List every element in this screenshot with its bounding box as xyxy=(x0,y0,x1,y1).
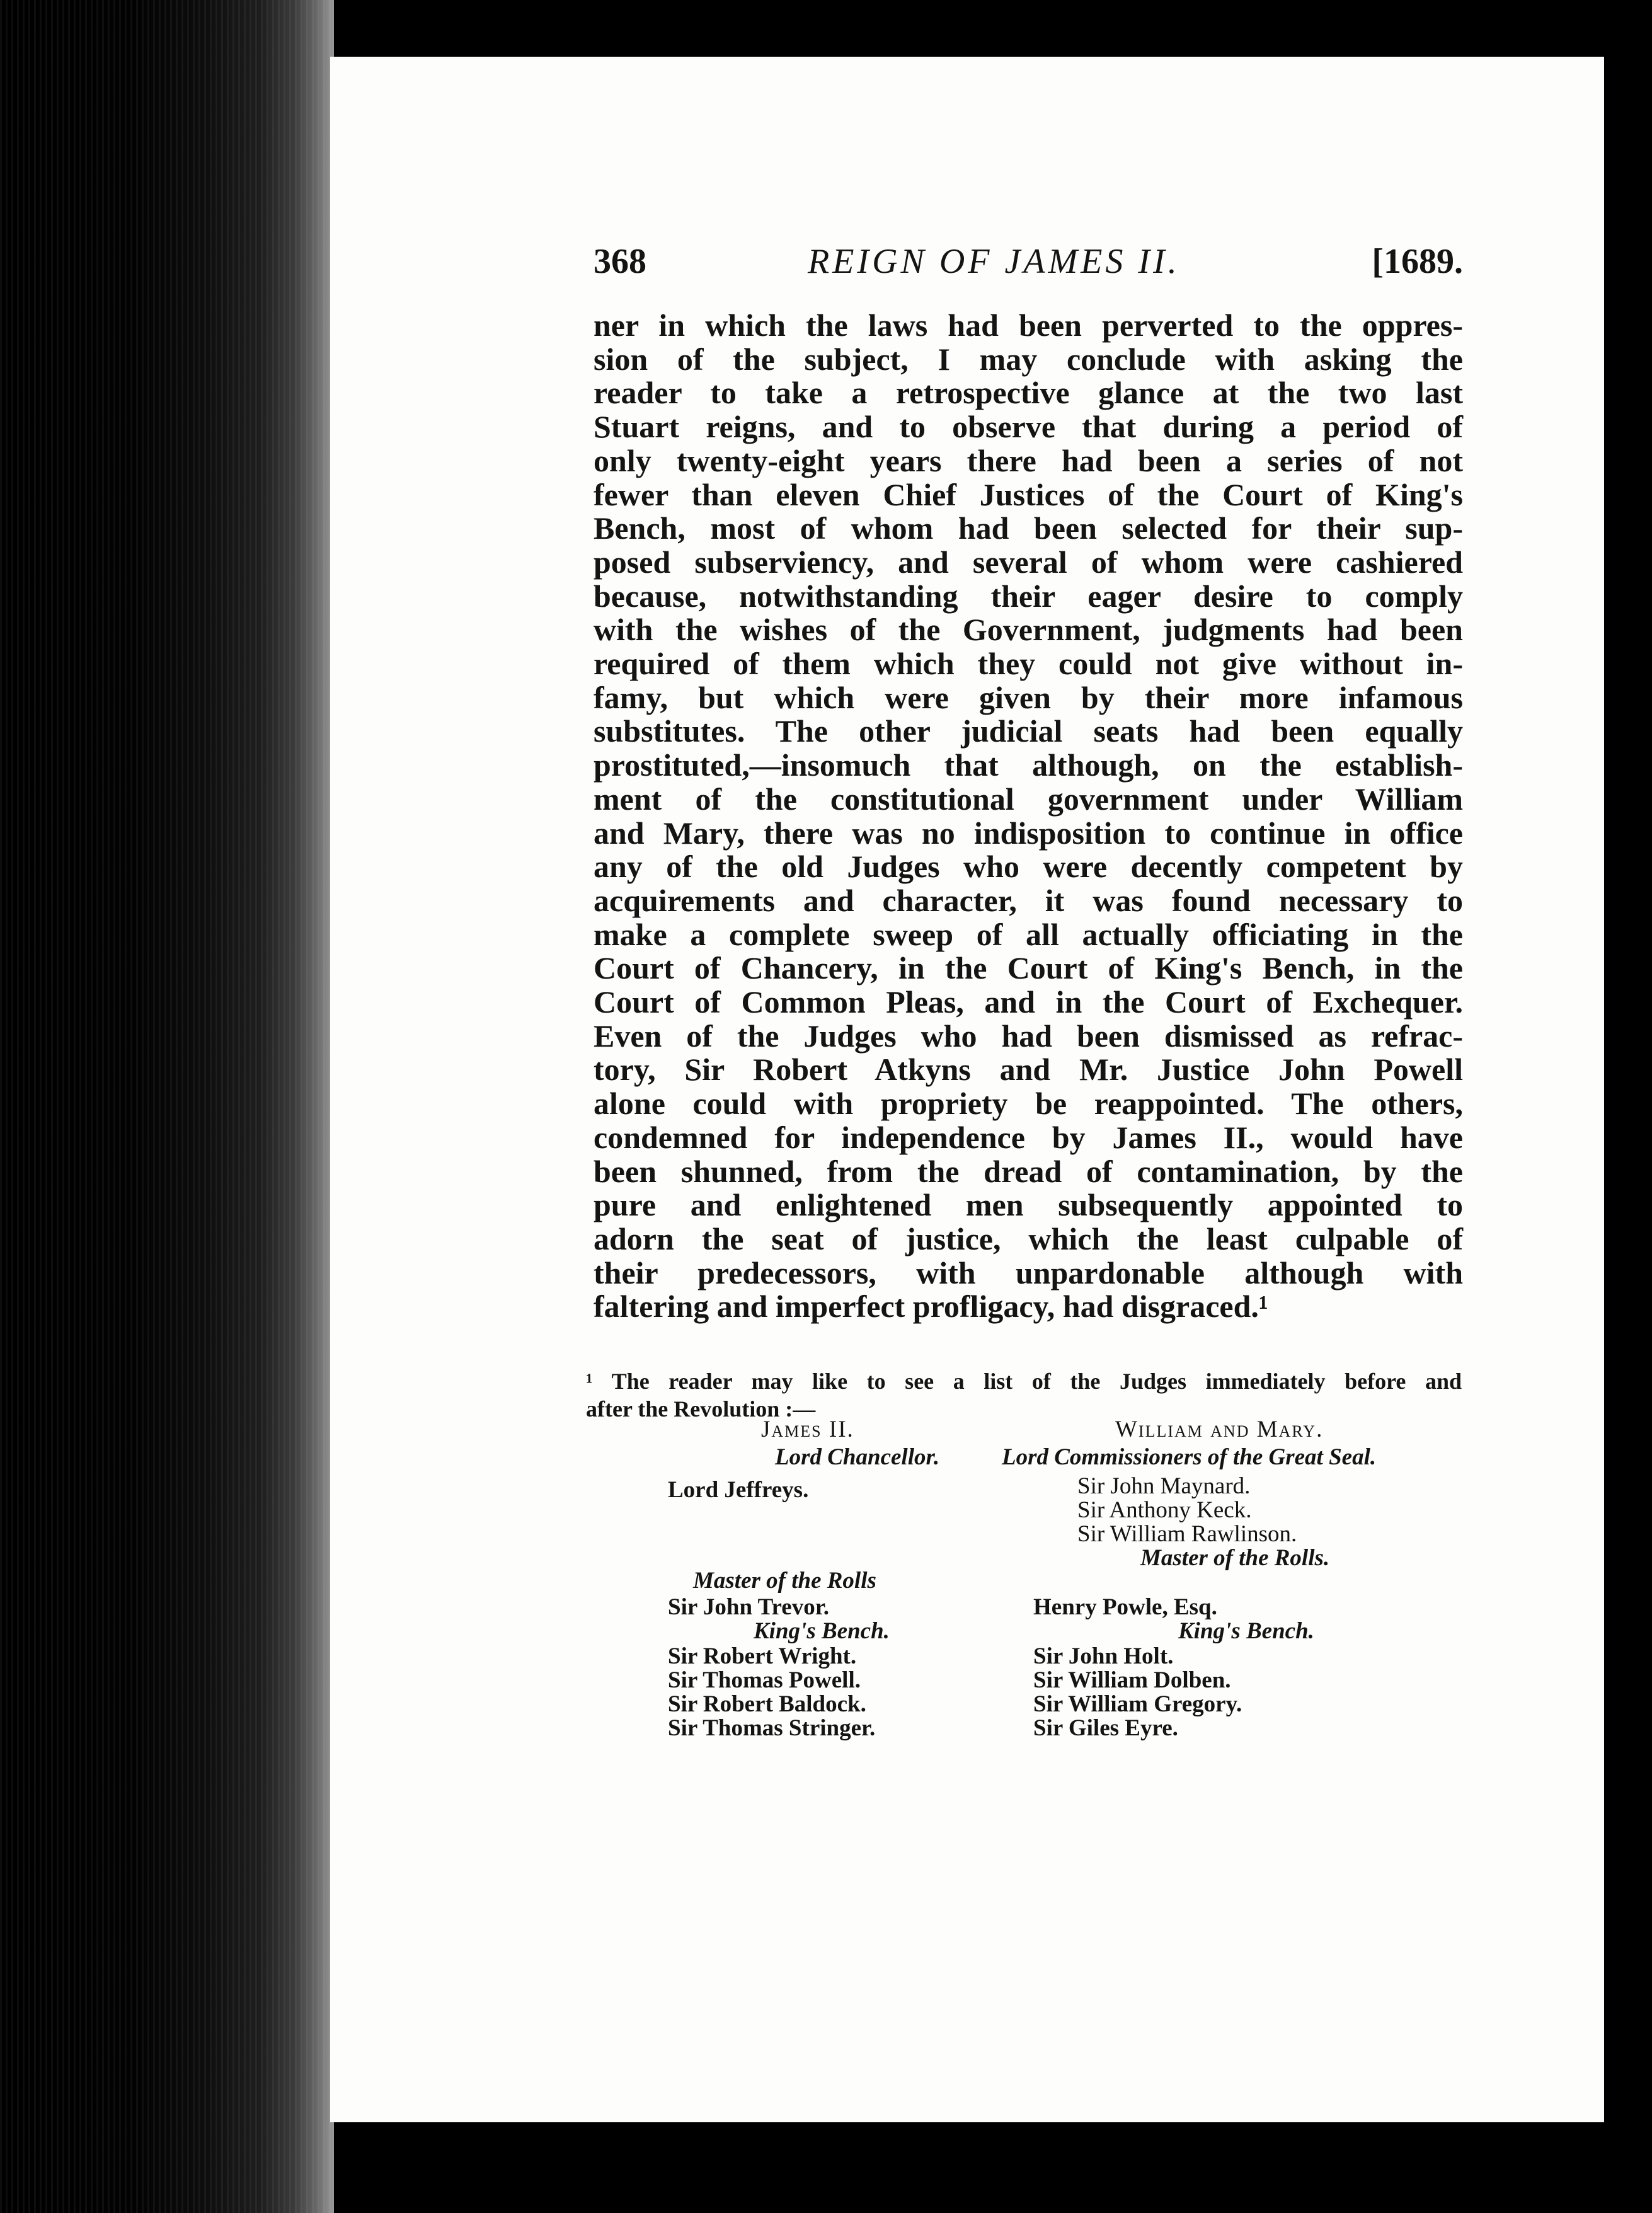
text-line: prostituted,—insomuch that although, on the establish- xyxy=(594,747,1463,783)
judge-name: Sir William Dolben. xyxy=(1033,1667,1231,1693)
text-line: adorn the seat of justice, which the least culpable of xyxy=(594,1221,1463,1256)
judge-name: Sir Robert Wright. xyxy=(668,1643,857,1669)
judge-name: Sir Giles Eyre. xyxy=(1033,1715,1178,1741)
footnote-intro xyxy=(586,1367,1462,1423)
text-line: Bench, most of whom had been selected for their sup- xyxy=(594,510,1463,546)
text-line: make a complete sweep of all actually officiating in the xyxy=(594,916,1463,952)
text-line: ner in which the laws had been perverted to the oppres- xyxy=(594,308,1463,343)
text-line: Even of the Judges who had been dismissed as refrac- xyxy=(594,1018,1463,1054)
text-line: required of them which they could not give without in- xyxy=(594,646,1463,682)
judge-name: Sir John Holt. xyxy=(1033,1643,1174,1669)
judge-name: Sir John Trevor. xyxy=(668,1594,829,1620)
text-line: pure and enlightened men subsequently appointed to xyxy=(594,1187,1463,1223)
page-number: 368 xyxy=(594,242,646,281)
judge-name: Lord Jeffreys. xyxy=(668,1477,809,1503)
text-line: with the wishes of the Government, judgments had been xyxy=(594,612,1463,648)
master-of-rolls-label: Master of the Rolls xyxy=(693,1568,876,1594)
commissioners-label: Lord Commissioners of the Great Seal. xyxy=(1002,1444,1377,1470)
text-line: Court of Common Pleas, and in the Court of Exchequer. xyxy=(594,984,1463,1020)
judge-name: Sir Robert Baldock. xyxy=(668,1691,866,1717)
judge-name: Henry Powle, Esq. xyxy=(1033,1594,1217,1620)
footnote-line: ¹ The reader may like to see a list of the Judges immediately before and xyxy=(586,1369,1462,1394)
running-title: REIGN OF JAMES II. xyxy=(808,242,1180,281)
text-line: Stuart reigns, and to observe that during a period of xyxy=(594,409,1463,445)
judge-name: Sir Anthony Keck. xyxy=(1077,1497,1252,1523)
text-line: sion of the subject, I may conclude with asking the xyxy=(594,341,1463,377)
text-line: and Mary, there was no indisposition to continue in office xyxy=(594,815,1463,851)
text-line: substitutes. The other judicial seats had been equally xyxy=(594,713,1463,749)
text-line: acquirements and character, it was found necessary to xyxy=(594,882,1463,918)
header-year: [1689. xyxy=(1372,242,1463,281)
text-line: faltering and imperfect profligacy, had disgraced.¹ xyxy=(594,1289,1268,1325)
text-line: been shunned, from the dread of contamination, by the xyxy=(594,1153,1463,1189)
text-line: ment of the constitutional government under William xyxy=(594,781,1463,817)
footnote-line: after the Revolution :— xyxy=(586,1396,816,1422)
text-line: because, notwithstanding their eager desire to comply xyxy=(594,578,1463,614)
column-heading-james: James II. xyxy=(761,1417,854,1442)
text-line: only twenty-eight years there had been a series of not xyxy=(594,442,1463,478)
running-header xyxy=(594,241,1463,292)
text-line: alone could with propriety be reappointed. The others, xyxy=(594,1086,1463,1122)
lord-chancellor-label: Lord Chancellor. xyxy=(775,1444,940,1470)
judge-name: Sir Thomas Powell. xyxy=(668,1667,861,1693)
kings-bench-label: King's Bench. xyxy=(754,1618,890,1644)
master-of-rolls-label: Master of the Rolls. xyxy=(1140,1545,1330,1571)
kings-bench-label: King's Bench. xyxy=(1178,1618,1314,1644)
text-line: reader to take a retrospective glance at the two last xyxy=(594,375,1463,411)
text-line: condemned for independence by James II., would have xyxy=(594,1119,1463,1155)
text-line: Court of Chancery, in the Court of King's Bench, in the xyxy=(594,950,1463,986)
text-line: famy, but which were given by their more infamous xyxy=(594,679,1463,715)
judge-name: Sir Thomas Stringer. xyxy=(668,1715,876,1741)
text-line: fewer than eleven Chief Justices of the Court of King's xyxy=(594,476,1463,512)
main-text xyxy=(594,309,1463,1324)
text-line: tory, Sir Robert Atkyns and Mr. Justice John Powell xyxy=(594,1052,1463,1088)
judge-name: Sir John Maynard. xyxy=(1077,1473,1251,1499)
column-heading-william-mary: William and Mary. xyxy=(1115,1417,1324,1442)
text-line: any of the old Judges who were decently competent by xyxy=(594,849,1463,885)
judge-name: Sir William Gregory. xyxy=(1033,1691,1242,1717)
judge-name: Sir William Rawlinson. xyxy=(1077,1521,1297,1547)
text-line: posed subserviency, and several of whom were cashiered xyxy=(594,544,1463,580)
book-spine-shadow xyxy=(0,0,334,2213)
text-line: their predecessors, with unpardonable although with xyxy=(594,1255,1463,1290)
